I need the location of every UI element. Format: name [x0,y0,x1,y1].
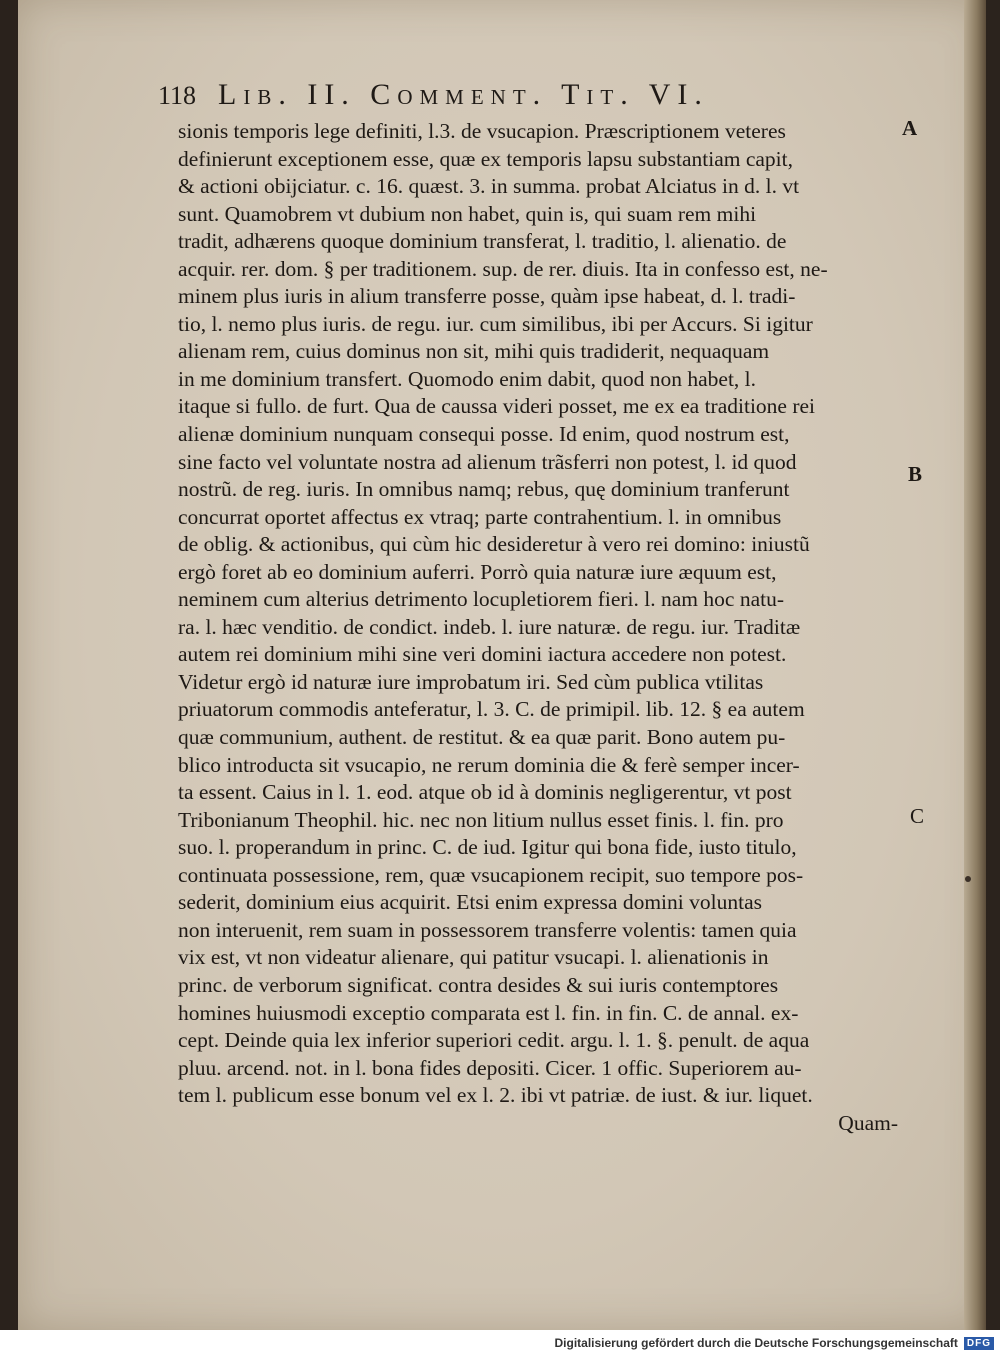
text-line: non interuenit, rem suam in possessorem transferre volentis: tamen quia [178,917,797,942]
text-line: homines huiusmodi exceptio comparata est l. fin. in fin. C. de annal. ex- [178,1000,799,1025]
text-line: vix est, vt non videatur alienare, qui patitur vsucapi. l. alienationis in [178,945,769,970]
funding-credit: Digitalisierung gefördert durch die Deutsche Forschungsgemeinschaft [554,1336,958,1350]
footer-bar [0,1330,1000,1356]
page-number: 118 [158,81,197,110]
margin-note-b: B [908,462,923,486]
text-line: alienam rem, cuius dominus non sit, mihi quis tradiderit, nequaquam [178,339,770,364]
margin-note-c: C [910,804,925,828]
running-head [158,78,798,118]
text-line: pluu. arcend. not. in l. bona fides depositi. Cicer. 1 offic. Superiorem au- [178,1055,802,1080]
text-line: itaque si fullo. de furt. Qua de caussa videri posset, me ex ea traditione rei [178,394,816,419]
text-line: autem rei dominium mihi sine veri domini iactura accedere non potest. [178,642,787,667]
text-line: quæ communium, authent. de restitut. & ea quæ parit. Bono autem pu- [178,725,786,750]
text-line: de oblig. & actionibus, qui cùm hic desideretur à vero rei domino: iniustũ [178,532,810,557]
text-line: tem l. publicum esse bonum vel ex l. 2. ibi vt patriæ. de iust. & iur. liquet. [178,1083,813,1108]
ink-spot [965,876,971,882]
text-line: concurrat oportet affectus ex vtraq; parte contrahentium. l. in omnibus [178,504,782,529]
body-text [178,118,918,1137]
text-line: & actioni obijciatur. c. 16. quæst. 3. in summa. probat Alciatus in d. l. vt [178,174,800,199]
text-line: princ. de verborum significat. contra desides & sui iuris contemptores [178,972,779,997]
margin-note-a: A [902,116,918,140]
text-line: sederit, dominium eius acquirit. Etsi enim expressa domini voluntas [178,890,762,915]
catchword: Quam- [838,1110,898,1135]
text-line: cept. Deinde quia lex inferior superiori cedit. argu. l. 1. §. penult. de aqua [178,1028,810,1053]
text-line: continuata possessione, rem, quæ vsucapionem recipit, suo tempore pos- [178,862,804,887]
text-line: in me dominium transfert. Quomodo enim dabit, quod non habet, l. [178,366,757,391]
text-line: alienæ dominium nunquam consequi posse. Id enim, quod nostrum est, [178,422,790,447]
text-line: Videtur ergò id naturæ iure improbatum iri. Sed cùm publica vtilitas [178,669,764,694]
text-line: acquir. rer. dom. § per traditionem. sup. de rer. diuis. Ita in confesso est, ne- [178,256,828,281]
dfg-logo: DFG [964,1337,994,1350]
running-title: Lib. II. Comment. Tit. VI. [218,78,709,111]
text-line: minem plus iuris in alium transferre posse, quàm ipse habeat, d. l. tradi- [178,284,796,309]
text-line: neminem cum alterius detrimento locupletiorem fieri. l. nam hoc natu- [178,587,784,612]
text-line: sionis temporis lege definiti, l.3. de vsucapion. Præscriptionem veteres [178,119,786,143]
text-line: tio, l. nemo plus iuris. de regu. iur. cum similibus, ibi per Accurs. Si igitur [178,311,813,336]
text-line: Tribonianum Theophil. hic. nec non litium nullus esset finis. l. fin. pro [178,807,784,832]
text-line: sunt. Quamobrem vt dubium non habet, quin is, qui suam rem mihi [178,201,757,226]
page-edge [964,0,986,1330]
text-line: ta essent. Caius in l. 1. eod. atque ob id à dominis negligerentur, vt post [178,780,792,805]
text-line: ergò foret ab eo dominium auferri. Porrò quia naturæ iure æquum est, [178,559,777,584]
text-line: nostrũ. de reg. iuris. In omnibus namq; rebus, quę dominium tranferunt [178,477,790,502]
text-line: sine facto vel voluntate nostra ad alienum trãsferri non potest, l. id quod [178,449,797,474]
text-line: definierunt exceptionem esse, quæ ex temporis lapsu substantiam capit, [178,146,793,171]
text-line: tradit, adhærens quoque dominium transferat, l. traditio, l. alienatio. de [178,229,787,254]
text-line: ra. l. hæc venditio. de condict. indeb. l. iure naturæ. de regu. iur. Traditæ [178,614,801,639]
text-line: priuatorum commodis anteferatur, l. 3. C. de primipil. lib. 12. § ea autem [178,697,805,722]
text-line: suo. l. properandum in princ. C. de iud. Igitur qui bona fide, iusto titulo, [178,835,797,860]
text-line: blico introducta sit vsucapio, ne rerum dominia die & ferè semper incer- [178,752,800,777]
